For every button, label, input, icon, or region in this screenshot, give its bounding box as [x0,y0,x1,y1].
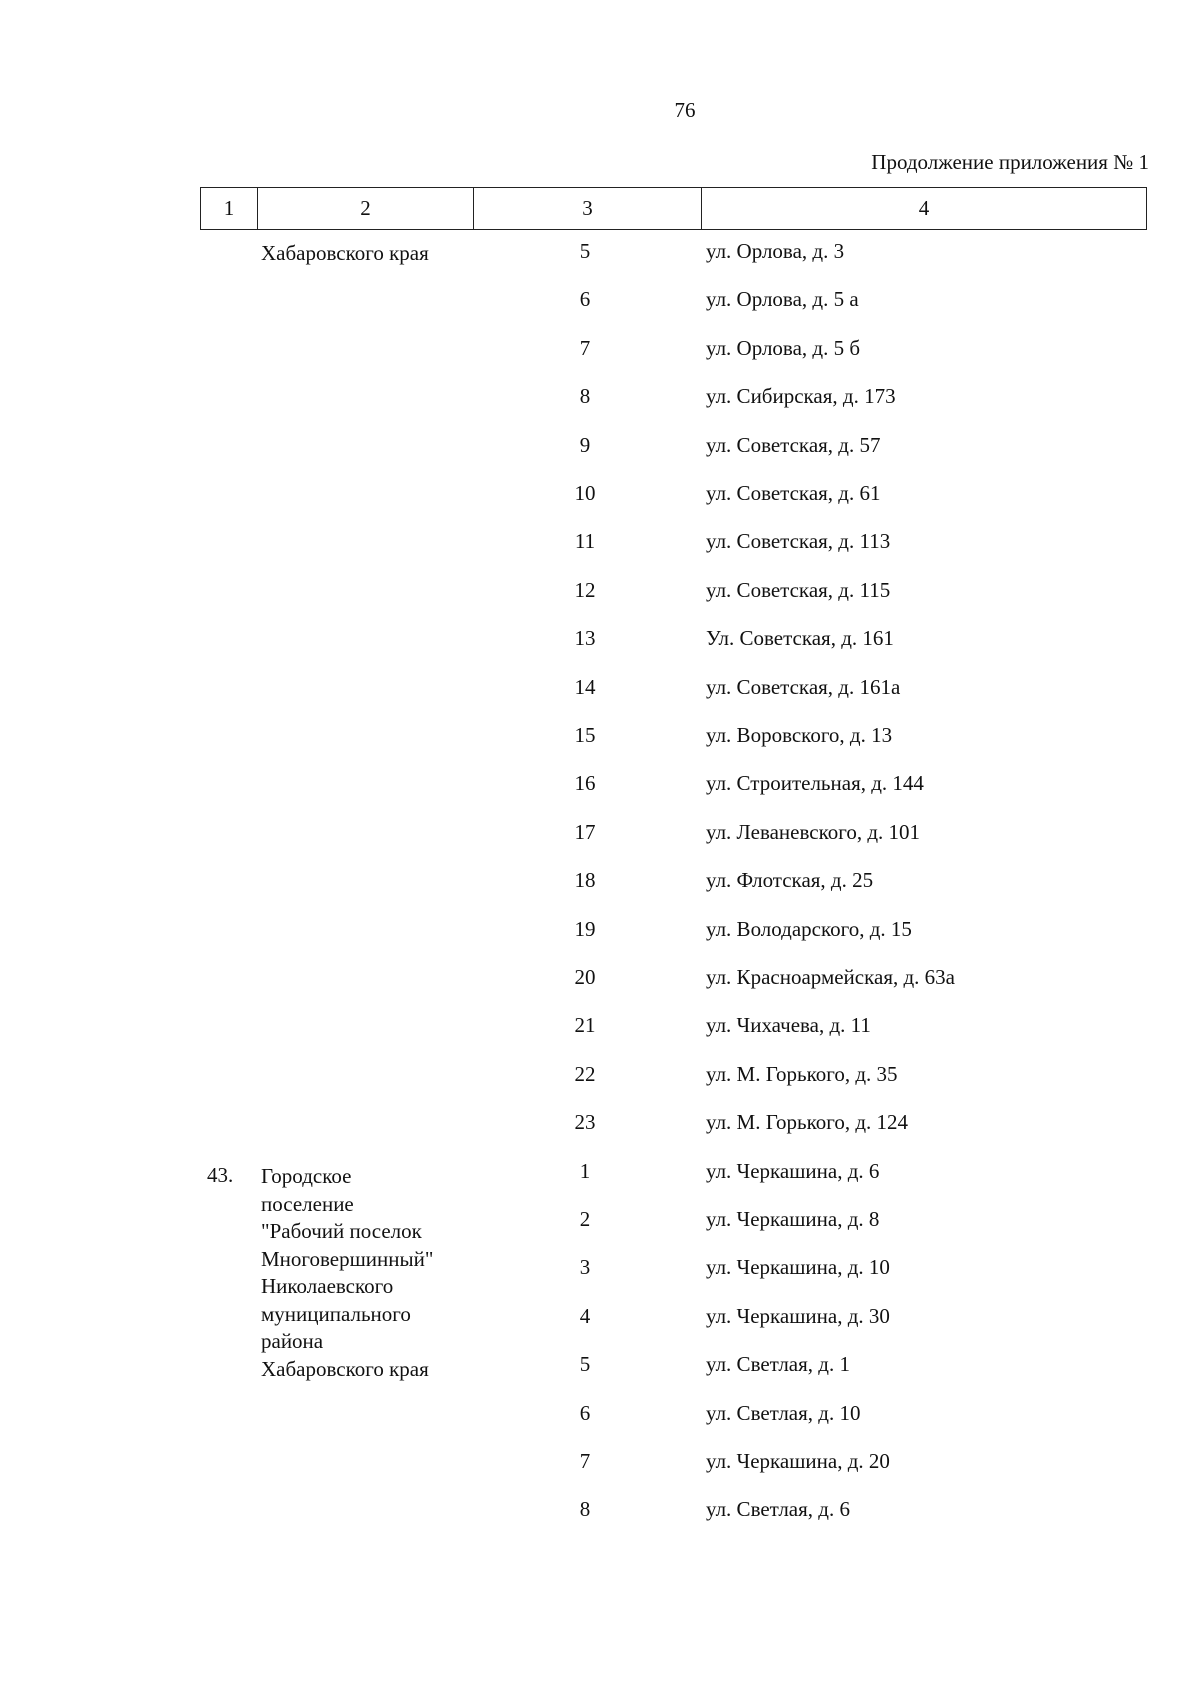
row-address: ул. М. Горького, д. 124 [706,1110,909,1135]
row-number: 5 [579,239,591,263]
entity-number: 43. [207,1163,234,1187]
row-number: 14 [574,674,596,699]
row-address: ул. Советская, д. 115 [706,577,891,602]
row-address: ул. Советская, д. 113 [706,529,891,554]
row-number: 21 [574,1013,596,1038]
header-col-4: 4 [701,188,1146,229]
row-address: ул. Воровского, д. 13 [706,723,893,747]
continued-entity-name: Хабаровского края [261,241,429,265]
row-address: ул. Черкашина, д. 10 [706,1255,890,1280]
row-address: ул. Черкашина, д. 8 [706,1207,880,1231]
entity-name-line: Хабаровского края [261,1356,429,1381]
header-col-2: 2 [257,188,473,229]
row-address: ул. Орлова, д. 3 [706,239,845,263]
entity-name [261,1163,491,1383]
row-address: ул. Чихачева, д. 11 [706,1013,871,1038]
row-address: ул. Светлая, д. 10 [706,1400,861,1425]
row-number: 4 [579,1303,591,1328]
entity-name-line: поселение [261,1191,354,1216]
row-number: 22 [574,1061,596,1086]
row-address: Ул. Советская, д. 161 [706,626,894,651]
row-number: 12 [574,577,596,602]
row-number: 15 [574,723,596,747]
row-number: 18 [574,868,596,893]
row-number: 1 [579,1158,591,1183]
row-address: ул. Строительная, д. 144 [706,771,924,796]
row-address: ул. М. Горького, д. 35 [706,1061,898,1086]
row-number: 13 [574,626,596,651]
row-address: ул. Флотская, д. 25 [706,868,874,893]
row-address: ул. Черкашина, д. 20 [706,1449,890,1473]
row-number: 2 [579,1207,591,1231]
row-number: 10 [574,481,596,505]
entity-name-line: "Рабочий поселок [261,1219,422,1243]
row-address: ул. Красноармейская, д. 63а [706,965,955,989]
row-address: ул. Черкашина, д. 6 [706,1158,880,1183]
row-address: ул. Советская, д. 61 [706,481,881,505]
entity-name-line: Городское [261,1164,352,1188]
row-number: 19 [574,916,596,941]
row-address: ул. Орлова, д. 5 а [706,287,859,312]
row-number: 7 [579,335,591,360]
page-number: 76 [674,98,696,122]
entity-name-line: Многовершинный" [261,1246,434,1271]
row-number: 6 [579,1400,591,1425]
row-number: 6 [579,287,591,312]
row-number: 9 [579,432,591,457]
row-address: ул. Светлая, д. 6 [706,1497,850,1522]
header-col-3: 3 [473,188,701,229]
row-address: ул. Сибирская, д. 173 [706,384,896,409]
row-number: 11 [574,529,596,554]
row-number: 5 [579,1352,591,1377]
entity-name-line: района [261,1329,324,1353]
table-header [200,187,1147,230]
row-address: ул. Светлая, д. 1 [706,1352,850,1377]
row-number: 23 [574,1110,596,1135]
row-address: ул. Советская, д. 57 [706,432,881,457]
row-number: 8 [579,1497,591,1522]
row-address: ул. Володарского, д. 15 [706,916,912,941]
entity-name-line: муниципального [261,1301,411,1326]
row-address: ул. Леваневского, д. 101 [706,819,921,844]
appendix-heading: Продолжение приложения № 1 [871,150,1149,174]
row-number: 3 [579,1255,591,1280]
row-number: 7 [579,1449,591,1473]
row-address: ул. Орлова, д. 5 б [706,335,861,360]
header-col-1: 1 [223,196,235,220]
row-address: ул. Советская, д. 161а [706,674,901,699]
row-number: 20 [574,965,596,989]
row-address: ул. Черкашина, д. 30 [706,1303,890,1328]
row-number: 16 [574,771,596,796]
entity-name-line: Николаевского [261,1274,394,1298]
row-number: 17 [574,819,596,844]
row-number: 8 [579,384,591,409]
